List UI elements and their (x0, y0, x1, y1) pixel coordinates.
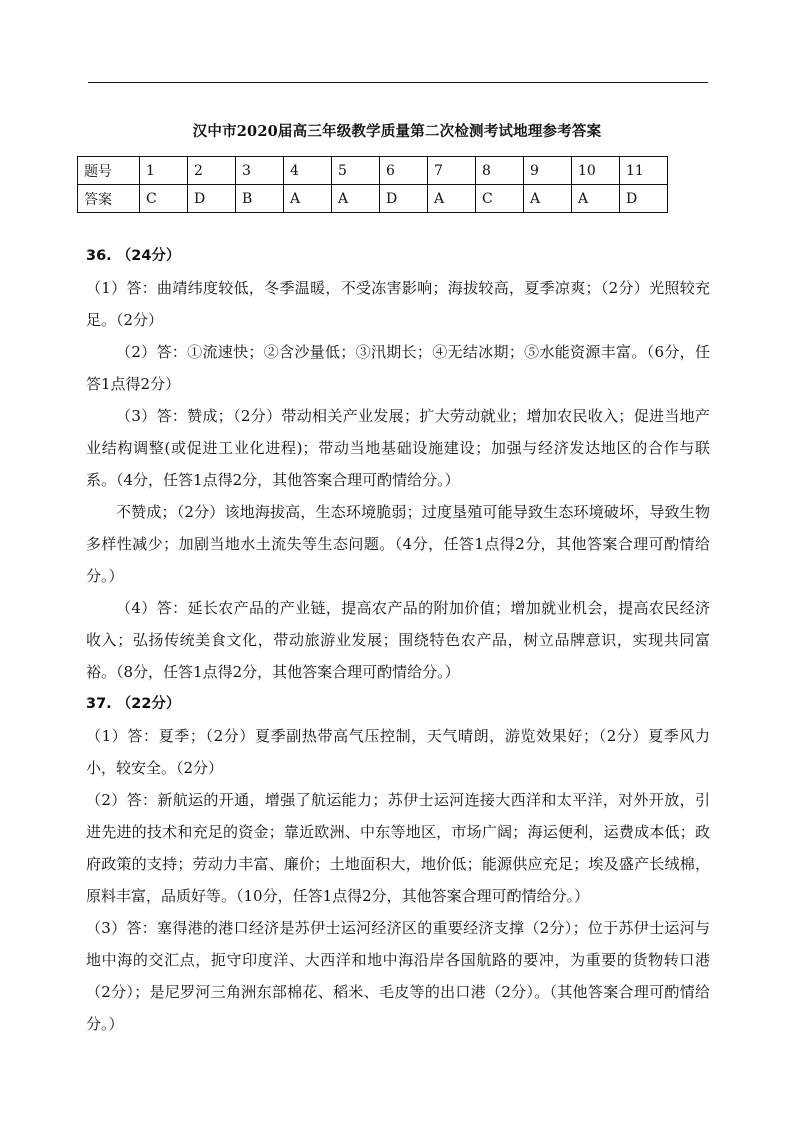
row-label-answer: 答案 (78, 185, 140, 213)
q37-part2: （2）答：新航运的开通，增强了航运能力；苏伊士运河连接大西洋和太平洋，对外开放，引进先进的技术和充足的资金；靠近欧洲、中东等地区，市场广阔；海运便利，运费成本低；政府政策的支持；劳动力丰富、廉价；土地面积大，地价低；能源供应充足；埃及盛产长绒棉，原料丰富，品质好等。（10分，任答1点得2分，其他答案合理可酌情给分。） (86, 791, 710, 905)
table-cell: B (236, 185, 284, 213)
q36-part1: （1）答：曲靖纬度较低，冬季温暖，不受冻害影响；海拔较高，夏季凉爽；（2分）光照较充足。（2分） (86, 279, 710, 329)
table-cell: C (476, 185, 524, 213)
table-cell: C (140, 185, 188, 213)
table-cell: 9 (524, 157, 572, 185)
q36-part3: （3）答：赞成；（2分）带动相关产业发展；扩大劳动就业；增加农民收入；促进当地产业结构调整(或促进工业化进程)；带动当地基础设施建设；加强与经济发达地区的合作与联系。（4分，任答1点得2分，其他答案合理可酌情给分。） (86, 407, 710, 489)
question-36-heading: 36. （24分） (86, 248, 181, 264)
table-cell: 3 (236, 157, 284, 185)
table-cell: 1 (140, 157, 188, 185)
table-cell: A (572, 185, 620, 213)
q36-part2: （2）答：①流速快；②含沙量低；③汛期长；④无结冰期；⑤水能资源丰富。（6分，任答1点得2分） (86, 343, 710, 393)
header-rule (88, 82, 708, 83)
q37-part1: （1）答：夏季；（2分）夏季副热带高气压控制，天气晴朗，游览效果好；（2分）夏季风力小，较安全。（2分） (86, 727, 710, 777)
table-cell: 5 (332, 157, 380, 185)
table-row-answers (78, 185, 668, 213)
table-cell: A (524, 185, 572, 213)
table-cell: 8 (476, 157, 524, 185)
table-cell: 7 (428, 157, 476, 185)
table-cell: A (284, 185, 332, 213)
table-cell: 6 (380, 157, 428, 185)
table-cell: A (332, 185, 380, 213)
table-cell: 4 (284, 157, 332, 185)
table-cell: A (428, 185, 476, 213)
q37-part3: （3）答：塞得港的港口经济是苏伊士运河经济区的重要经济支撑（2分）；位于苏伊士运河与地中海的交汇点，扼守印度洋、大西洋和地中海沿岸各国航路的要冲，为重要的货物转口港（2分）；是尼罗河三角洲东部棉花、稻米、毛皮等的出口港（2分）。（其他答案合理可酌情给分。） (86, 919, 710, 1033)
question-37-heading: 37. （22分） (86, 696, 181, 712)
table-cell: D (620, 185, 668, 213)
table-cell: D (188, 185, 236, 213)
answer-table (77, 156, 668, 213)
q36-part3-alt: 不赞成；（2分）该地海拔高，生态环境脆弱；过度垦殖可能导致生态环境破坏，导致生物多样性减少；加剧当地水土流失等生态问题。（4分，任答1点得2分，其他答案合理可酌情给分。） (86, 503, 710, 585)
table-row-numbers (78, 157, 668, 185)
table-cell: 10 (572, 157, 620, 185)
page-title: 汉中市2020届高三年级教学质量第二次检测考试地理参考答案 (192, 123, 602, 140)
q36-part4: （4）答：延长农产品的产业链，提高农产品的附加价值；增加就业机会，提高农民经济收入；弘扬传统美食文化，带动旅游业发展；围绕特色农产品，树立品牌意识，实现共同富裕。（8分，任答1点得2分，其他答案合理可酌情给分。） (86, 599, 710, 681)
answer-content (86, 240, 710, 1040)
table-cell: 2 (188, 157, 236, 185)
table-cell: D (380, 185, 428, 213)
row-label-number: 题号 (78, 157, 140, 185)
table-cell: 11 (620, 157, 668, 185)
